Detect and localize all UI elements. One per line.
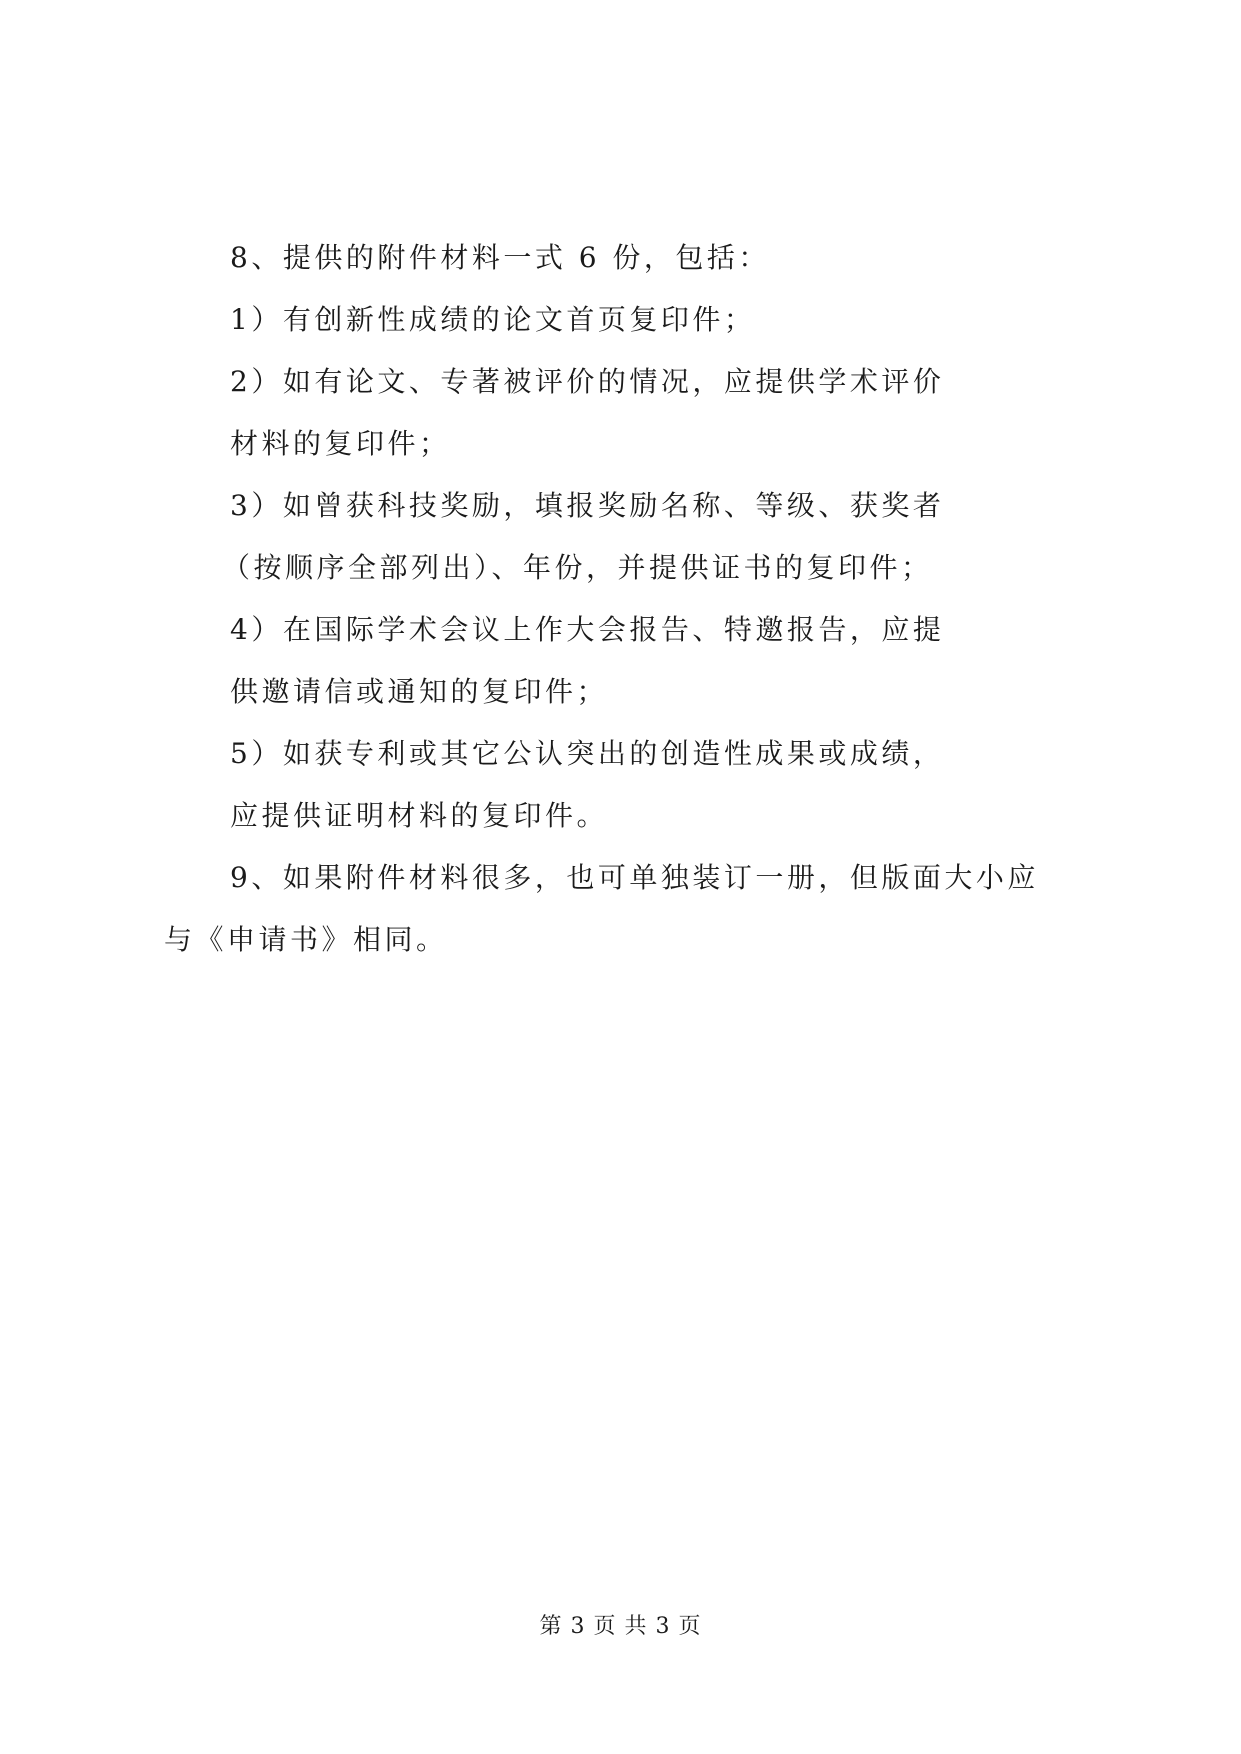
sub-item-1-line: 1）有创新性成绩的论文首页复印件； xyxy=(230,303,756,336)
sub-item-5-continued: 应提供证明材料的复印件。 xyxy=(230,799,609,832)
sub-item-2-continued: 材料的复印件； xyxy=(230,427,451,460)
sub-item-3-continued: （按顺序全部列出）、年份，并提供证书的复印件； xyxy=(222,551,933,584)
page-footer: 第 3 页 共 3 页 xyxy=(539,1614,702,1639)
sub-item-5-line: 5）如获专利或其它公认突出的创造性成果或成绩， xyxy=(230,737,945,770)
sub-item-4-line: 4）在国际学术会议上作大会报告、特邀报告，应提 xyxy=(230,613,945,646)
sub-item-2-line: 2）如有论文、专著被评价的情况，应提供学术评价 xyxy=(230,365,945,398)
sub-item-4-continued: 供邀请信或通知的复印件； xyxy=(230,675,609,708)
sub-item-3-line: 3）如曾获科技奖励，填报奖励名称、等级、获奖者 xyxy=(230,489,945,522)
item-8-line: 8、提供的附件材料一式 6 份，包括： xyxy=(230,241,770,274)
item-9-line: 9、如果附件材料很多，也可单独装订一册，但版面大小应 xyxy=(230,861,1039,894)
item-9-continued: 与《申请书》相同。 xyxy=(164,923,448,956)
